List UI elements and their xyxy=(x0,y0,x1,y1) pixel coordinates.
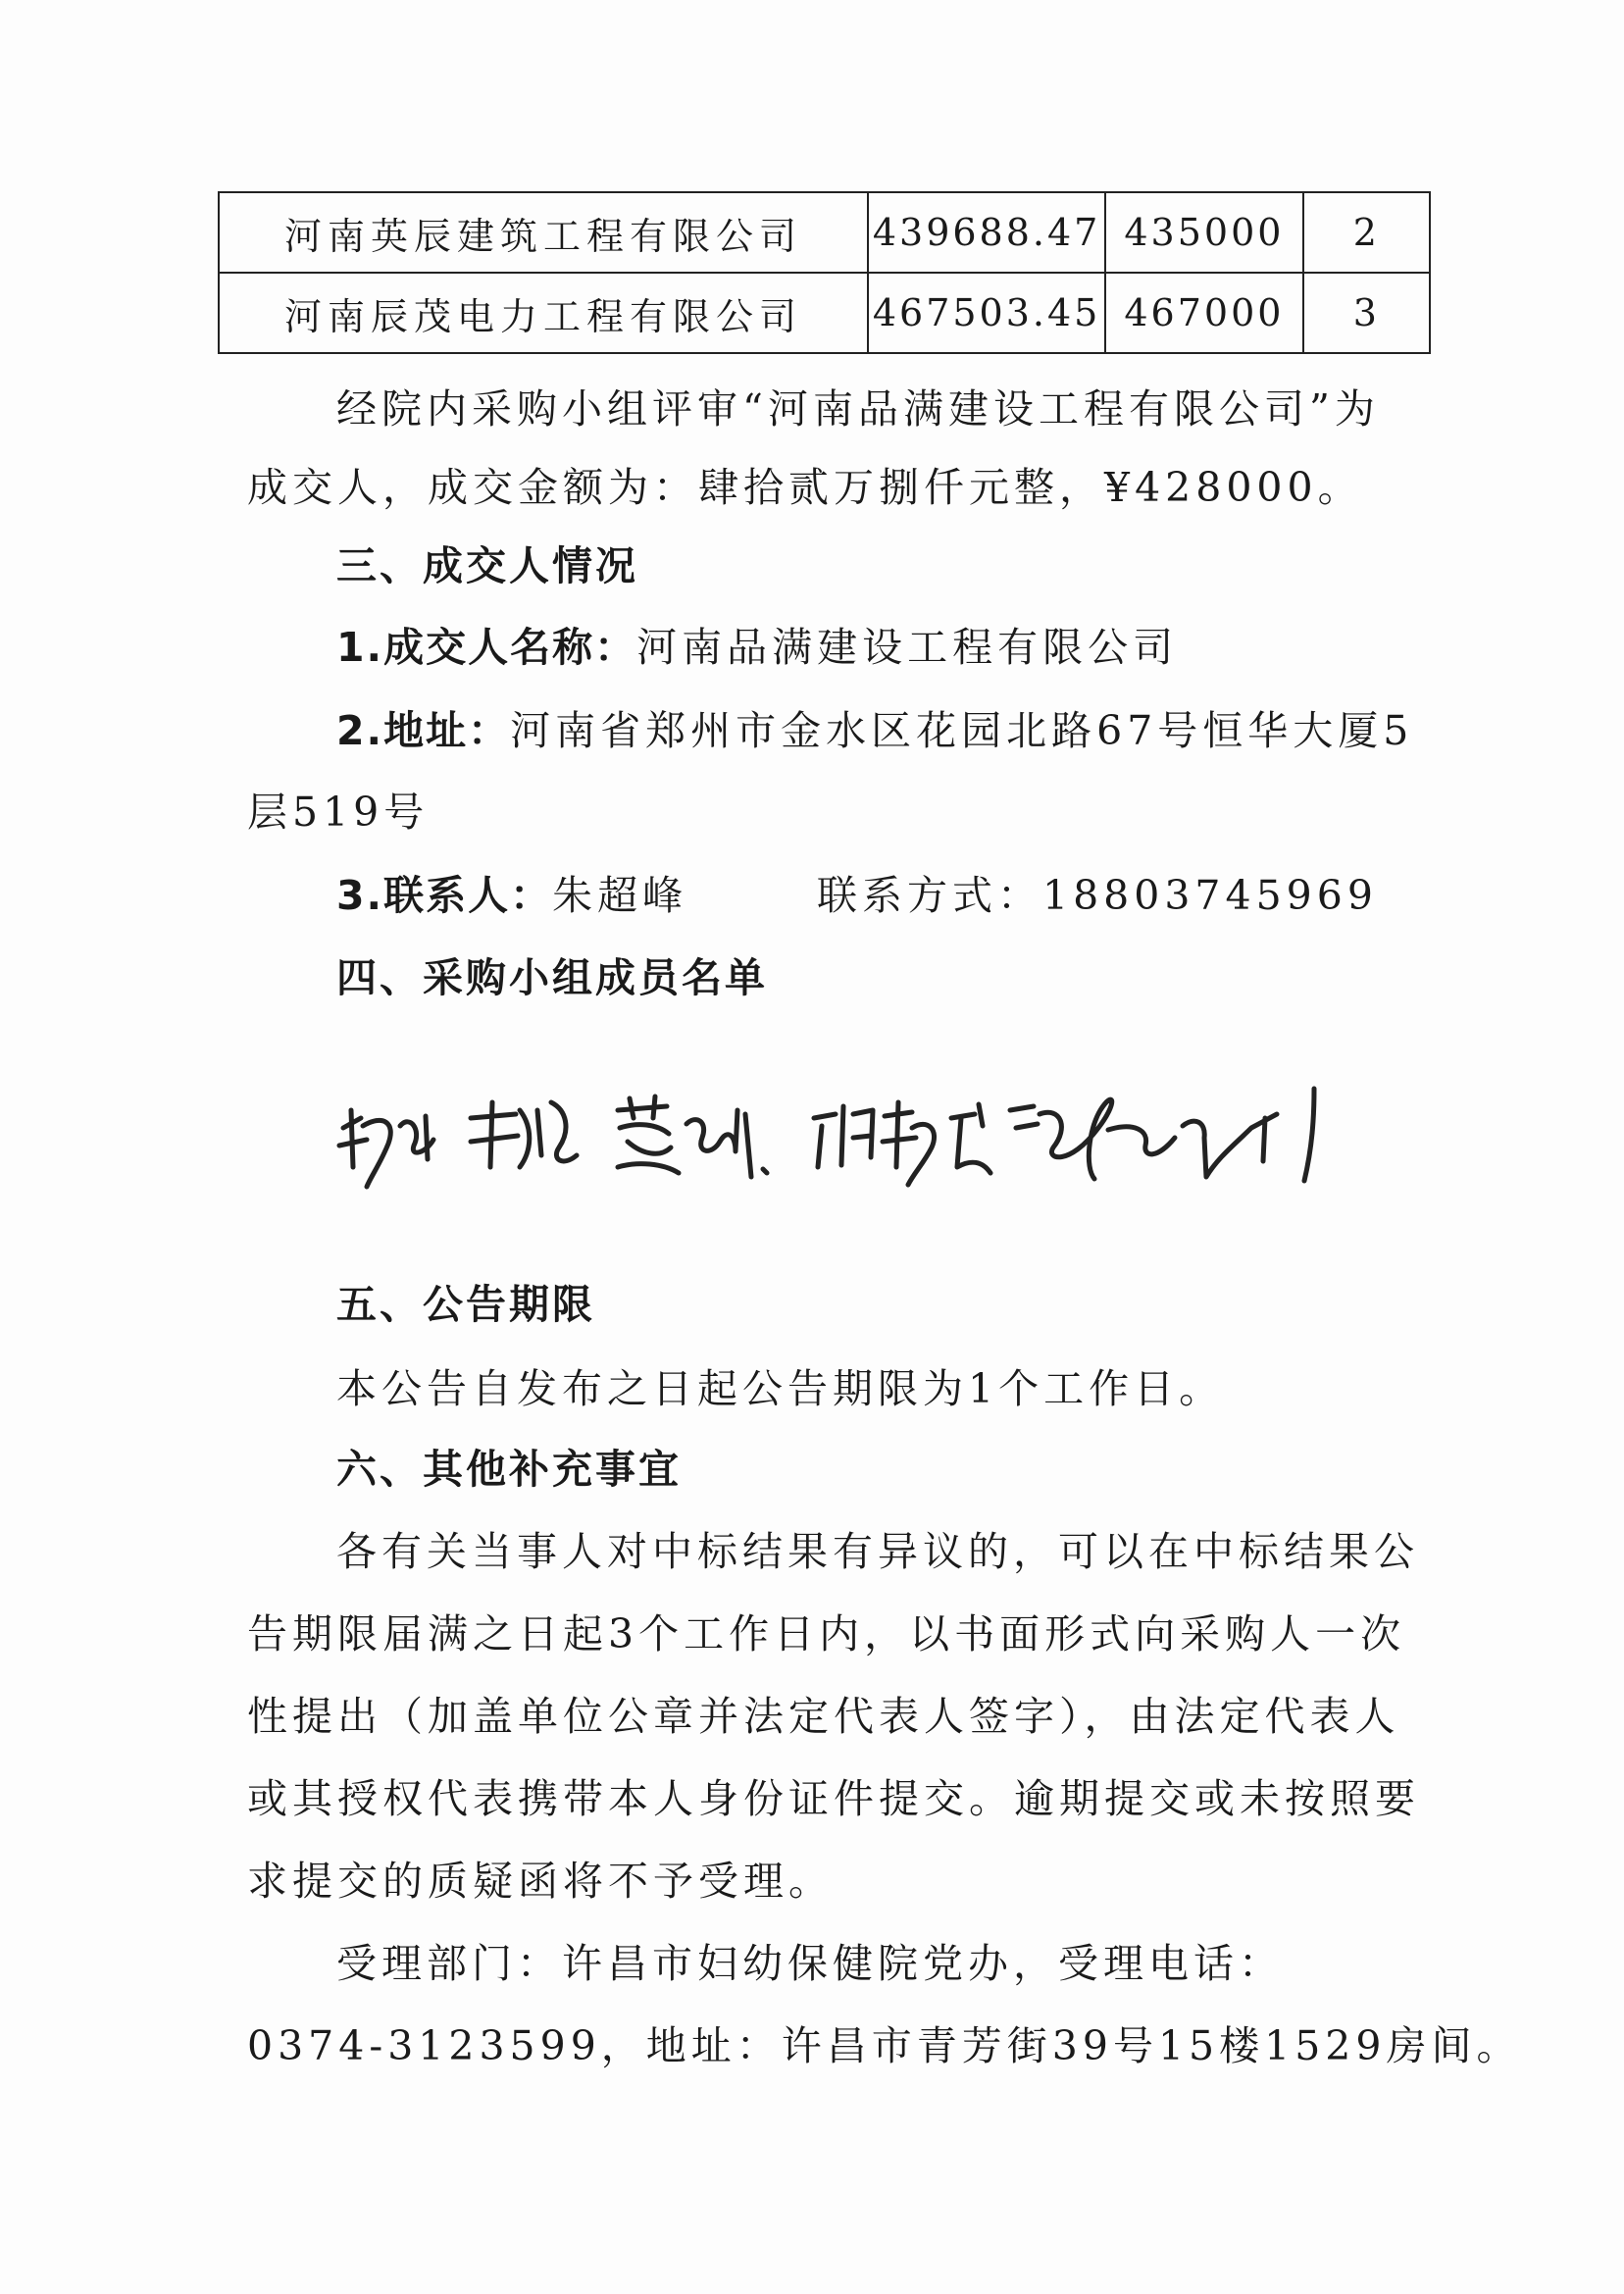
section6-heading: 六、其他补充事宜 xyxy=(336,1446,682,1493)
bid-results-table xyxy=(218,191,1431,354)
rank-cell: 2 xyxy=(1303,192,1430,273)
final-price-cell: 435000 xyxy=(1105,192,1303,273)
complaint-dept-line: 受理部门：许昌市妇幼保健院党办，受理电话： xyxy=(336,1940,1284,1987)
address-value: 河南省郑州市金水区花园北路67号恒华大厦5 xyxy=(510,707,1414,754)
address-row xyxy=(336,707,1414,754)
phone-row xyxy=(817,872,1378,919)
winner-name-row xyxy=(336,624,1179,671)
table-row xyxy=(219,192,1430,273)
section6-line: 性提出（加盖单位公章并法定代表人签字），由法定代表人 xyxy=(247,1693,1400,1740)
section6-line: 或其授权代表携带本人身份证件提交。逾期提交或未按照要 xyxy=(247,1775,1420,1822)
company-name-cell: 河南辰茂电力工程有限公司 xyxy=(219,273,868,353)
section6-line: 各有关当事人对中标结果有异议的，可以在中标结果公 xyxy=(336,1528,1419,1575)
address-value-cont: 层519号 xyxy=(247,789,430,836)
complaint-address-line: 0374-3123599，地址：许昌市青芳街39号15楼1529房间。 xyxy=(247,2022,1522,2069)
section3-heading: 三、成交人情况 xyxy=(336,542,638,589)
final-price-cell: 467000 xyxy=(1105,273,1303,353)
contact-row xyxy=(336,872,688,919)
phone-value: 18803745969 xyxy=(1042,872,1378,919)
award-line-1: 经院内采购小组评审“河南品满建设工程有限公司”为 xyxy=(336,385,1380,433)
member-signatures xyxy=(324,1020,1393,1216)
contact-value: 朱超峰 xyxy=(552,872,688,919)
bid-price-cell: 439688.47 xyxy=(868,192,1105,273)
phone-label: 联系方式： xyxy=(817,872,1042,919)
section5-heading: 五、公告期限 xyxy=(336,1281,595,1328)
winner-name-label: 1.成交人名称： xyxy=(336,624,637,671)
table-row xyxy=(219,273,1430,353)
section6-line: 求提交的质疑函将不予受理。 xyxy=(247,1858,834,1905)
bid-price-cell: 467503.45 xyxy=(868,273,1105,353)
section6-line: 告期限届满之日起3个工作日内，以书面形式向采购人一次 xyxy=(247,1610,1406,1657)
company-name-cell: 河南英辰建筑工程有限公司 xyxy=(219,192,868,273)
award-line-2: 成交人，成交金额为：肆拾贰万捌仟元整，¥428000。 xyxy=(247,464,1363,511)
rank-cell: 3 xyxy=(1303,273,1430,353)
section5-text: 本公告自发布之日起公告期限为1个工作日。 xyxy=(336,1365,1225,1412)
address-label: 2.地址： xyxy=(336,707,511,754)
section4-heading: 四、采购小组成员名单 xyxy=(336,954,768,1001)
contact-label: 3.联系人： xyxy=(336,872,553,919)
winner-name-value: 河南品满建设工程有限公司 xyxy=(636,624,1179,671)
